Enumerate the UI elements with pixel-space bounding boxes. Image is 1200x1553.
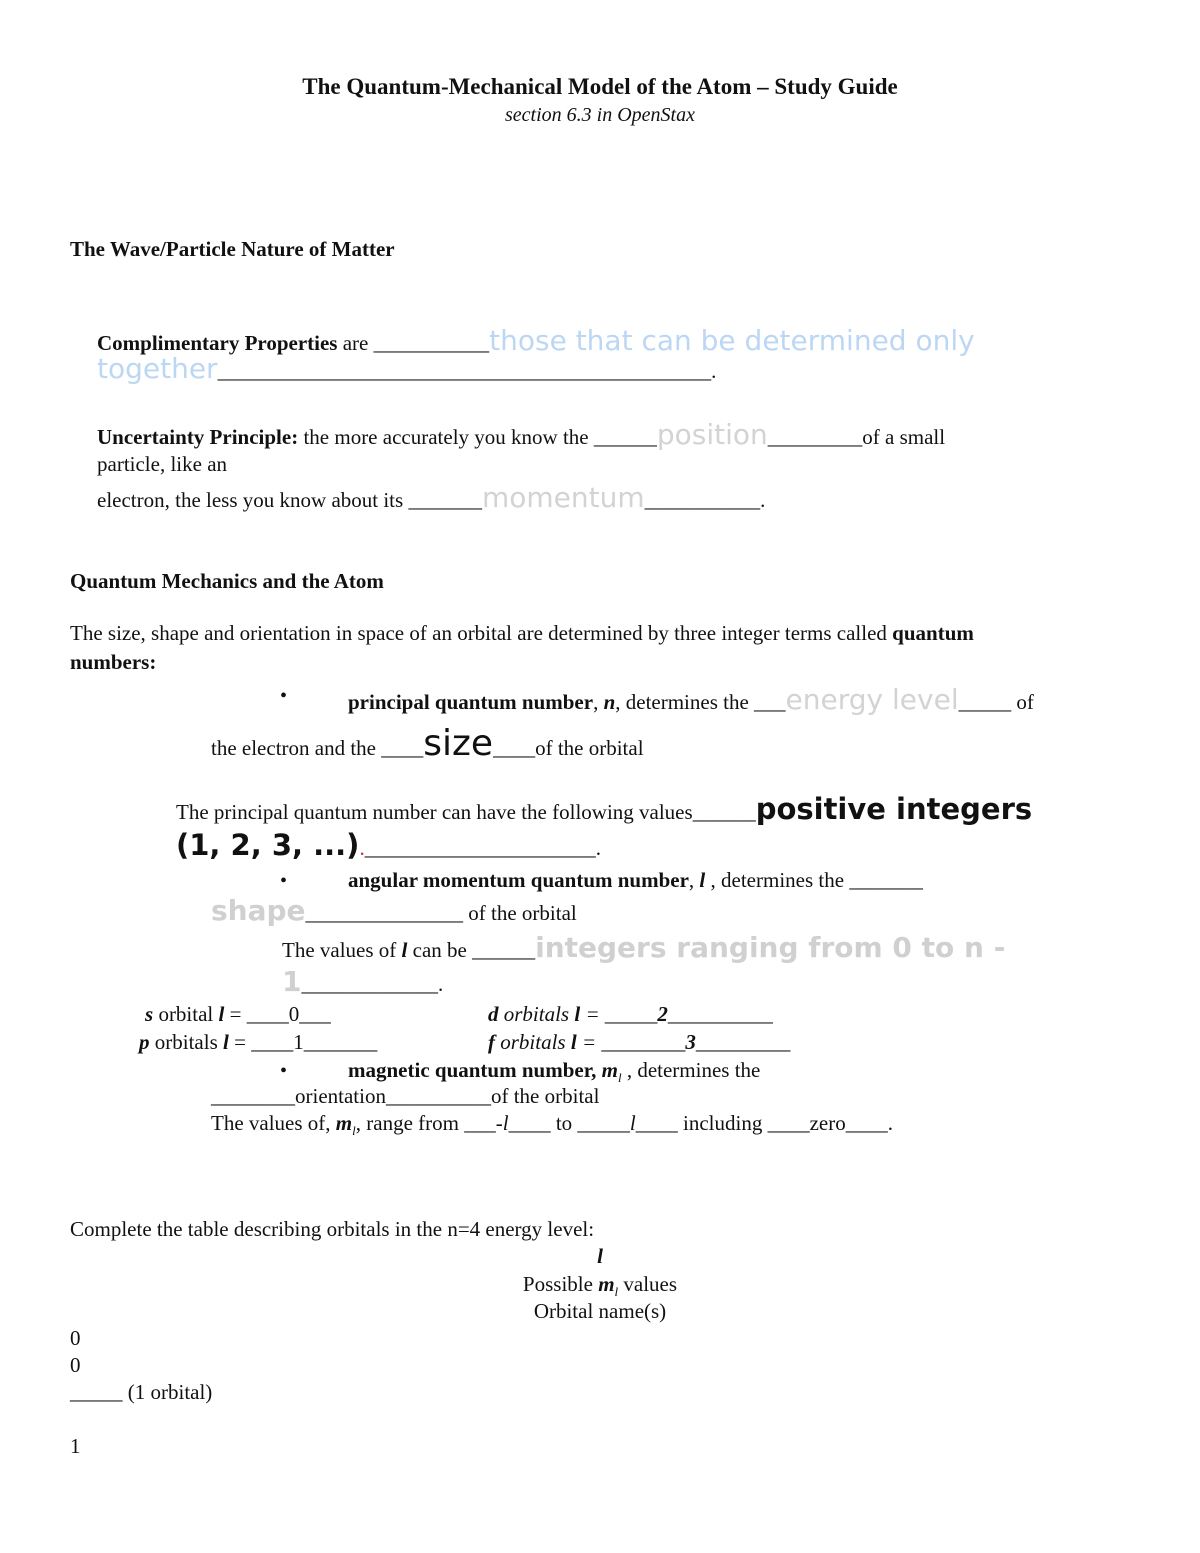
page-title: The Quantum-Mechanical Model of the Atom – Study Guide xyxy=(302,74,898,99)
answer-complimentary-1: those that can be determined only xyxy=(489,324,975,357)
answer-positive-integers: positive integers xyxy=(755,792,1033,826)
answer-momentum: momentum xyxy=(481,481,645,514)
table-header-orbital-name: Orbital name(s) xyxy=(533,1299,667,1323)
blank: _______________________________________________ xyxy=(217,359,712,383)
answer-l-values: integers ranging from 0 to n - xyxy=(535,931,1006,964)
answer-complimentary-2: together xyxy=(97,352,218,385)
answer-l-values-2: 1 xyxy=(282,965,302,998)
complimentary-properties-label: Complimentary Properties xyxy=(97,331,338,355)
table-row-1-l: 0 xyxy=(70,1326,81,1350)
magnetic-line-2: ________orientation__________of the orbital xyxy=(211,1084,600,1108)
uncertainty-line-1: Uncertainty Principle: the more accurately you know the ______position_________of a small xyxy=(97,418,946,451)
angular-values-line-1: The values of l can be ______integers ranging from 0 to n - xyxy=(282,931,1006,964)
angular-line-2: shape_______________ of the orbital xyxy=(211,894,577,927)
principal-line-2: the electron and the ____size____of the orbital xyxy=(211,723,644,764)
principal-quantum-line: principal quantum number, n, determines the ___energy level_____ of xyxy=(348,683,1034,716)
complimentary-properties-line-2: together_______________________________________________. xyxy=(97,352,717,385)
answer-energy-level: energy level xyxy=(785,683,959,716)
magnetic-quantum-line: magnetic quantum number, $m_l$ , determines the xyxy=(348,1058,761,1086)
principal-values-line-1: The principal quantum number can have the following values______positive integers xyxy=(176,792,1033,826)
intro-line-1: The size, shape and orientation in space of an orbital are determined by three integer terms called quantum xyxy=(70,621,974,645)
section-heading-quantum-mechanics: Quantum Mechanics and the Atom xyxy=(70,569,384,593)
magnetic-values-line: The values of, $m_l$, range from ___-l____ to _____l____ including ____zero____. xyxy=(211,1111,893,1139)
table-row-2-l: 1 xyxy=(70,1434,81,1458)
uncertainty-label: Uncertainty Principle: xyxy=(97,425,299,449)
uncertainty-line-3: electron, the less you know about its _______momentum___________. xyxy=(97,481,766,514)
answer-position: position xyxy=(656,418,768,451)
answer-shape: shape xyxy=(211,894,306,927)
table-header-ml: Possible $m_l$ values xyxy=(522,1272,678,1300)
angular-values-line-2: 1_____________. xyxy=(282,965,444,998)
table-header-l: l xyxy=(597,1244,603,1268)
table-row-1-name: _____ (1 orbital) xyxy=(70,1380,213,1404)
p-orbital-line: p orbitals l = ____1_______ xyxy=(139,1030,378,1054)
principal-values-line-2: (1, 2, 3, ...).______________________. xyxy=(176,828,601,862)
uncertainty-line-2: particle, like an xyxy=(97,452,228,476)
table-prompt: Complete the table describing orbitals in the n=4 energy level: xyxy=(70,1217,595,1241)
answer-size: size xyxy=(423,723,494,764)
answer-orientation: orientation xyxy=(295,1084,386,1108)
table-row-1-ml: 0 xyxy=(70,1353,81,1377)
s-orbital-line: s orbital l = ____0___ xyxy=(145,1002,331,1026)
bullet-icon: • xyxy=(280,1060,288,1082)
section-heading-wave-particle: The Wave/Particle Nature of Matter xyxy=(70,237,395,261)
d-orbital-line: d orbitals l = _____2__________ xyxy=(488,1002,773,1026)
angular-quantum-line: angular momentum quantum number, l , determines the _______ xyxy=(348,868,923,892)
blank: ___________ xyxy=(373,331,490,355)
bullet-icon: • xyxy=(280,685,288,707)
intro-line-2: numbers: xyxy=(70,650,157,674)
page-subtitle: section 6.3 in OpenStax xyxy=(505,104,695,126)
answer-positive-integers-2: (1, 2, 3, ...) xyxy=(176,828,360,862)
f-orbital-line: f orbitals l = ________3_________ xyxy=(488,1030,791,1054)
bullet-icon: • xyxy=(280,870,288,892)
complimentary-properties-line: Complimentary Properties are ___________those that can be determined only xyxy=(97,324,975,357)
